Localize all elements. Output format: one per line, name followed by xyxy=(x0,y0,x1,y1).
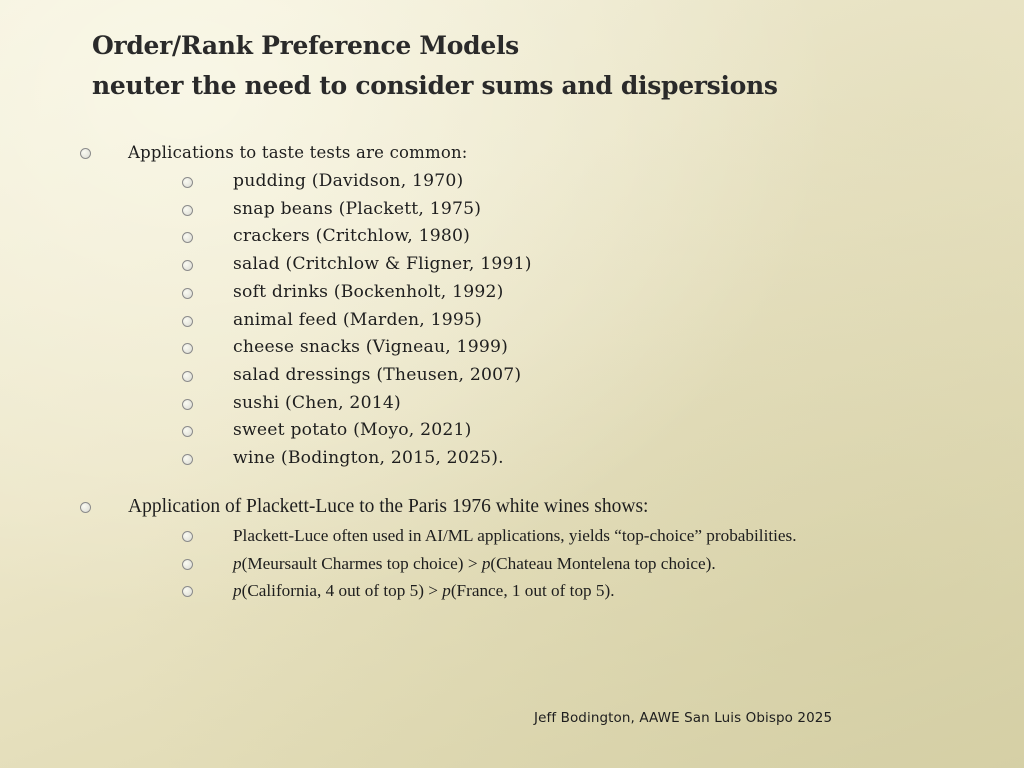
list-item-text: wine (Bodington, 2015, 2025). xyxy=(233,448,504,469)
taste-tests-section xyxy=(74,140,532,473)
circle-bullet-icon xyxy=(182,316,193,327)
list-item xyxy=(128,307,532,335)
list-item-text: salad (Critchlow & Fligner, 1991) xyxy=(233,254,532,275)
list-item xyxy=(128,168,532,196)
list-item-text: Plackett-Luce often used in AI/ML applications, yields “top-choice” probabilities. xyxy=(233,526,797,545)
taste-test-list xyxy=(128,168,532,473)
list-item xyxy=(128,417,532,445)
bullet-item xyxy=(74,140,532,473)
list-item xyxy=(128,196,532,224)
probability-symbol: p xyxy=(233,581,242,601)
circle-bullet-icon xyxy=(80,502,91,513)
circle-bullet-icon xyxy=(182,177,193,188)
circle-bullet-icon xyxy=(182,454,193,465)
probability-symbol: p xyxy=(442,581,451,601)
plackett-luce-section xyxy=(74,494,797,605)
circle-bullet-icon xyxy=(182,559,193,570)
probability-symbol: p xyxy=(481,553,491,573)
circle-bullet-icon xyxy=(182,232,193,243)
slide-title xyxy=(92,26,778,106)
title-line-1: Order/Rank Preference Models xyxy=(92,31,519,60)
circle-bullet-icon xyxy=(80,148,91,159)
list-item-text: (California, 4 out of top 5) > xyxy=(241,581,443,601)
list-item xyxy=(128,522,797,550)
list-item xyxy=(128,445,532,473)
list-item-text: salad dressings (Theusen, 2007) xyxy=(233,364,522,385)
section-heading: Application of Plackett-Luce to the Paris 1976 white wines shows: xyxy=(128,496,649,517)
list-item-text: pudding (Davidson, 1970) xyxy=(233,171,464,191)
list-item xyxy=(128,223,532,251)
probability-symbol: p xyxy=(233,553,242,573)
slide-footer: Jeff Bodington, AAWE San Luis Obispo 2025 xyxy=(534,710,833,726)
bullet-item xyxy=(74,494,797,605)
list-item xyxy=(128,577,797,605)
list-item-text: crackers (Critchlow, 1980) xyxy=(233,226,471,247)
circle-bullet-icon xyxy=(182,426,193,437)
list-item xyxy=(128,251,532,279)
circle-bullet-icon xyxy=(182,399,193,410)
list-item-text: snap beans (Plackett, 1975) xyxy=(233,198,482,219)
list-item xyxy=(128,334,532,362)
list-item-text: soft drinks (Bockenholt, 1992) xyxy=(233,281,504,302)
list-item-text: cheese snacks (Vigneau, 1999) xyxy=(233,337,509,358)
circle-bullet-icon xyxy=(182,586,193,597)
title-line-2: neuter the need to consider sums and dispersions xyxy=(92,71,778,100)
list-item xyxy=(128,390,532,418)
plackett-luce-list xyxy=(128,522,797,605)
list-item xyxy=(128,550,797,578)
section-heading: Applications to taste tests are common: xyxy=(128,143,468,162)
list-item-text: sushi (Chen, 2014) xyxy=(233,392,401,413)
list-item-text: (France, 1 out of top 5). xyxy=(450,581,615,601)
circle-bullet-icon xyxy=(182,531,193,542)
circle-bullet-icon xyxy=(182,343,193,354)
circle-bullet-icon xyxy=(182,205,193,216)
list-item-text: (Chateau Montelena top choice). xyxy=(490,553,716,573)
list-item xyxy=(128,279,532,307)
list-item xyxy=(128,362,532,390)
circle-bullet-icon xyxy=(182,260,193,271)
list-item-text: animal feed (Marden, 1995) xyxy=(233,309,483,330)
list-item-text: sweet potato (Moyo, 2021) xyxy=(233,420,472,441)
list-item-text: (Meursault Charmes top choice) > xyxy=(241,553,482,573)
circle-bullet-icon xyxy=(182,288,193,299)
circle-bullet-icon xyxy=(182,371,193,382)
